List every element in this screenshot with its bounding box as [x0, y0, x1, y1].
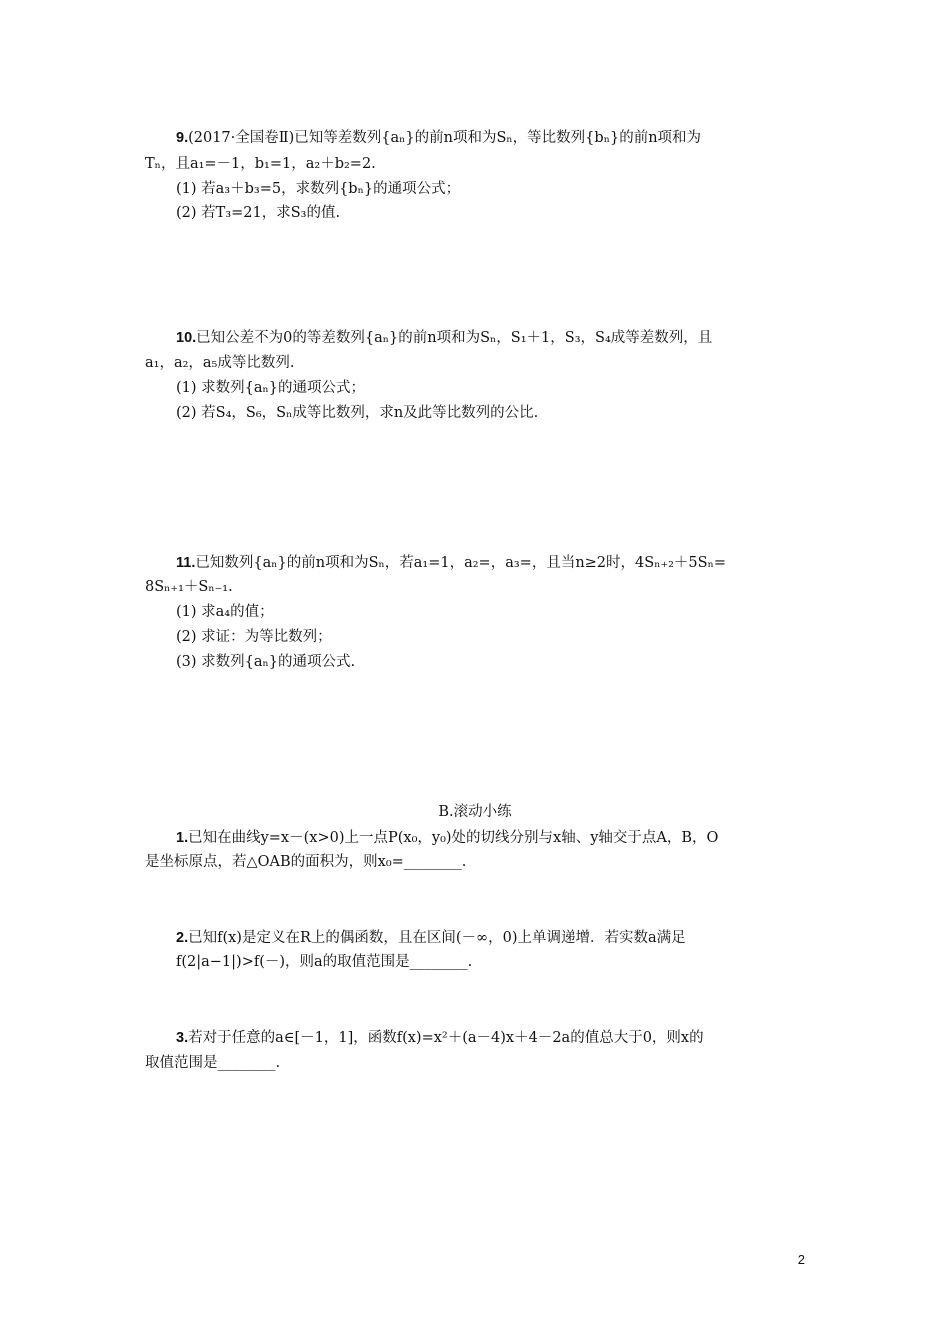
problem-number: 2.	[176, 930, 189, 946]
problem-9-line2: Tₙ，且a₁=－1，b₁=1，a₂＋b₂=2.	[145, 156, 376, 172]
section-b-title: B.滚动小练	[438, 804, 512, 820]
problem-number: 3.	[176, 1030, 189, 1046]
problem-text: 已知公差不为0的等差数列{aₙ}的前n项和为Sₙ，S₁＋1，S₃，S₄成等差数列，且	[196, 330, 713, 346]
problem-number: 11.	[176, 555, 196, 571]
b-problem-2-line2: f(2|a−1|)>f(－)，则a的取值范围是________.	[176, 954, 473, 970]
problem-text: 已知在曲线y=x－(x>0)上一点P(x₀，y₀)处的切线分别与x轴、y轴交于点A，B，O	[188, 830, 719, 846]
page-number: 2	[797, 1252, 805, 1267]
problem-11-line1	[176, 553, 726, 573]
b-problem-3-line1	[176, 1028, 704, 1048]
problem-text: 已知f(x)是定义在R上的偶函数，且在区间(－∞，0)上单调递增．若实数a满足	[188, 930, 686, 946]
b-problem-2-line1	[176, 928, 686, 948]
problem-11-part2: (2) 求证：为等比数列；	[176, 629, 332, 645]
problem-10-part1: (1) 求数列{aₙ}的通项公式；	[176, 380, 366, 396]
b-problem-3-line2: 取值范围是________.	[145, 1055, 281, 1071]
problem-11-part1: (1) 求a₄的值；	[176, 604, 274, 620]
problem-number: 1.	[176, 830, 189, 846]
problem-number: 9.	[176, 130, 189, 146]
problem-9-part1: (1) 若a₃＋b₃=5，求数列{bₙ}的通项公式；	[176, 181, 461, 197]
problem-number: 10.	[176, 330, 197, 346]
problem-text: (2017·全国卷Ⅱ)已知等差数列{aₙ}的前n项和为Sₙ，等比数列{bₙ}的前n项和为	[188, 130, 702, 146]
problem-9-part2: (2) 若T₃=21，求S₃的值.	[176, 205, 341, 221]
problem-text: 若对于任意的a∈[－1，1]，函数f(x)=x²＋(a－4)x＋4－2a的值总大于0，则x的	[188, 1030, 704, 1046]
problem-10-line2: a₁，a₂，a₅成等比数列.	[145, 355, 295, 371]
problem-9-line1	[176, 128, 701, 148]
problem-11-line2: 8Sₙ₊₁＋Sₙ₋₁.	[145, 579, 233, 595]
problem-text: 已知数列{aₙ}的前n项和为Sₙ，若a₁=1，a₂=，a₃=，且当n≥2时，4Sₙ₊₂＋5Sₙ=	[195, 555, 727, 571]
problem-10-part2: (2) 若S₄，S₆，Sₙ成等比数列，求n及此等比数列的公比.	[176, 405, 539, 421]
problem-11-part3: (3) 求数列{aₙ}的通项公式.	[176, 654, 356, 670]
b-problem-1-line2: 是坐标原点，若△OAB的面积为，则x₀=________.	[145, 854, 467, 870]
problem-10-line1	[176, 328, 712, 348]
b-problem-1-line1	[176, 828, 718, 848]
